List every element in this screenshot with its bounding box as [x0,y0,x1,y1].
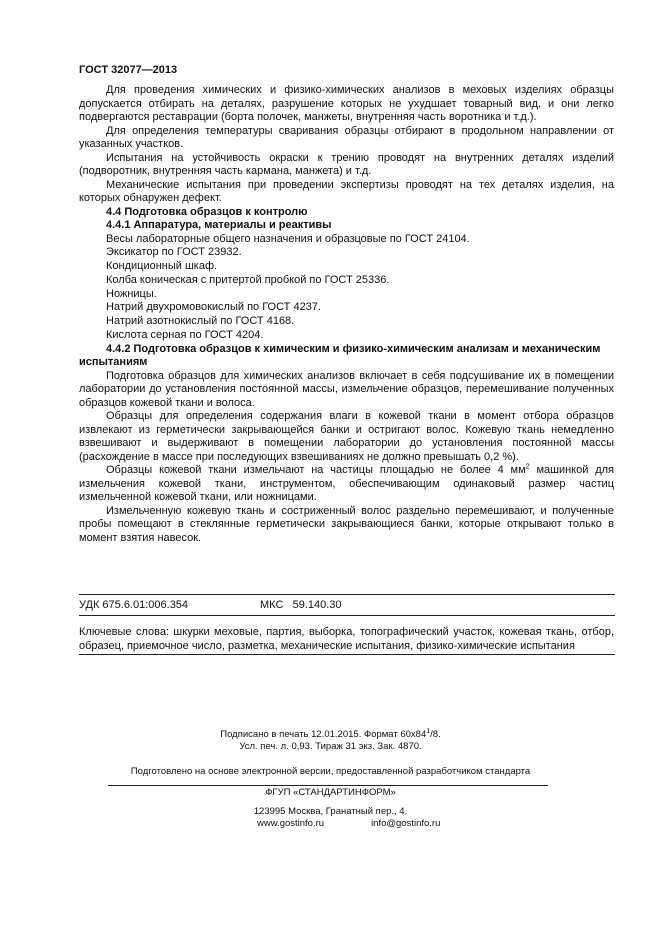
section-heading-4-4-2: 4.4.2 Подготовка образцов к химическим и физико-химическим анализам и механическим испытаниям [79,342,601,369]
equipment-item: Кондиционный шкаф. [106,260,218,273]
paragraph-moisture-samples: Образцы для определения содержания влаги в кожевой ткани в момент отбора образцов извлекают из герметически закрывающейся банки и остригают волос. Кожевую ткань немедленно взвешивают и выдерживают в помещении лаборатории до установления постоянной массы (расхождение в массе при последующих взвешиваниях не должно превышать 0,2 %). [79,410,614,463]
paragraph-mixing: Измельченную кожевую ткань и состриженный волос раздельно перемешивают, и полученные пробы помещают в стеклянные герметически закрывающиеся банки, которые открывают только в момент взятия навесок. [79,504,614,544]
equipment-item: Кислота серная по ГОСТ 4204. [106,329,264,342]
classification-line [79,599,342,613]
classification-top-rule [79,594,615,595]
udk-code: УДК 675.6.01:006.354 [79,599,189,611]
mks-code [260,599,342,613]
standard-header: ГОСТ 32077—2013 [79,64,178,76]
equipment-item: Натрий азотнокислый по ГОСТ 4168. [106,315,295,328]
equipment-item: Весы лабораторные общего назначения и образцовые по ГОСТ 24104. [106,232,470,245]
section-heading-4-4-1: 4.4.1 Аппаратура, материалы и реактивы [106,219,332,231]
paragraph-grinding [79,464,614,505]
paragraph-welding-temperature: Для определения температуры сваривания образцы отбирают в продольном направлении от указанных участков. [79,124,614,150]
document-body [79,84,614,545]
format-superscript: 1 [426,727,431,735]
imprint-prepared-note: Подготовлено на основе электронной версии, предоставленной разработчиком стандарта [130,766,531,777]
publisher-name: ФГУП «СТАНДАРТИНФОРМ» [265,787,396,798]
equipment-item: Колба коническая с притертой пробкой по ГОСТ 25336. [106,273,390,286]
keywords-text: Ключевые слова: шкурки меховые, партия, выборка, топографический участок, кожевая ткань, отбор, образец, приемочное число, разметка, механические испытания, физико-химические испытания [79,626,614,652]
equipment-item: Натрий двухромовокислый по ГОСТ 4237. [106,301,321,314]
publisher-contacts [257,817,440,831]
mks-value: 59.140.30 [292,599,342,611]
equipment-list [79,233,614,343]
website-link[interactable]: www.gostinfo.ru [257,818,325,829]
keywords-bottom-rule [79,654,615,655]
imprint-format: Подписано в печать 12.01.2015. Формат 60x84 [220,729,427,740]
keywords-block [79,626,614,653]
mks-label: МКС [260,599,284,611]
paragraph-sample-preparation: Подготовка образцов для химических анализов включает в себя подсушивание их в помещении лаборатории до установления постоянной массы, измельчение образцов, перемешивание полученных образцов кожевой ткани и волоса. [79,369,614,409]
imprint-signed-line [0,729,661,741]
paragraph-sampling-locations: Для проведения химических и физико-химических анализов в меховых изделиях образцы допускается отбирать на деталях, разрушение которых не ухудшает товарный вид, и они легко подвергаются реставрации (борта полочек, манжеты, внутренняя часть воротника и т.д.). [79,84,614,123]
equipment-item: Ножницы. [106,287,157,300]
square-superscript: 2 [525,463,530,471]
publisher-address: 123995 Москва, Гранатный пер., 4. [253,806,408,817]
format-fraction: /8. [430,729,441,740]
imprint-print-run: Усл. печ. л. 0,93. Тираж 31 экз. Зак. 4870. [239,741,422,752]
email-link[interactable]: info@gostinfo.ru [371,818,441,829]
classification-bottom-rule [79,615,615,616]
equipment-item: Эксикатор по ГОСТ 23932. [106,246,242,259]
section-heading-4-4: 4.4 Подготовка образцов к контролю [106,205,308,218]
grinding-text-end: машинкой для измельчения кожевой ткани, инструментом, обеспечивающим одинаковый размер частиц измельченной кожевой ткани, или ножницами. [79,464,614,504]
grinding-text-start: Образцы кожевой ткани измельчают на частицы площадью не более 4 мм [106,464,526,477]
publisher-rule [108,785,548,786]
paragraph-color-fastness: Испытания на устойчивость окраски к трению проводят на внутренних деталях изделий (подворотник, внутренняя часть кармана, манжета) и т.д. [79,151,614,177]
paragraph-mechanical-tests: Механические испытания при проведении экспертизы проводят на тех деталях изделия, на которых обнаружен дефект. [79,178,614,204]
